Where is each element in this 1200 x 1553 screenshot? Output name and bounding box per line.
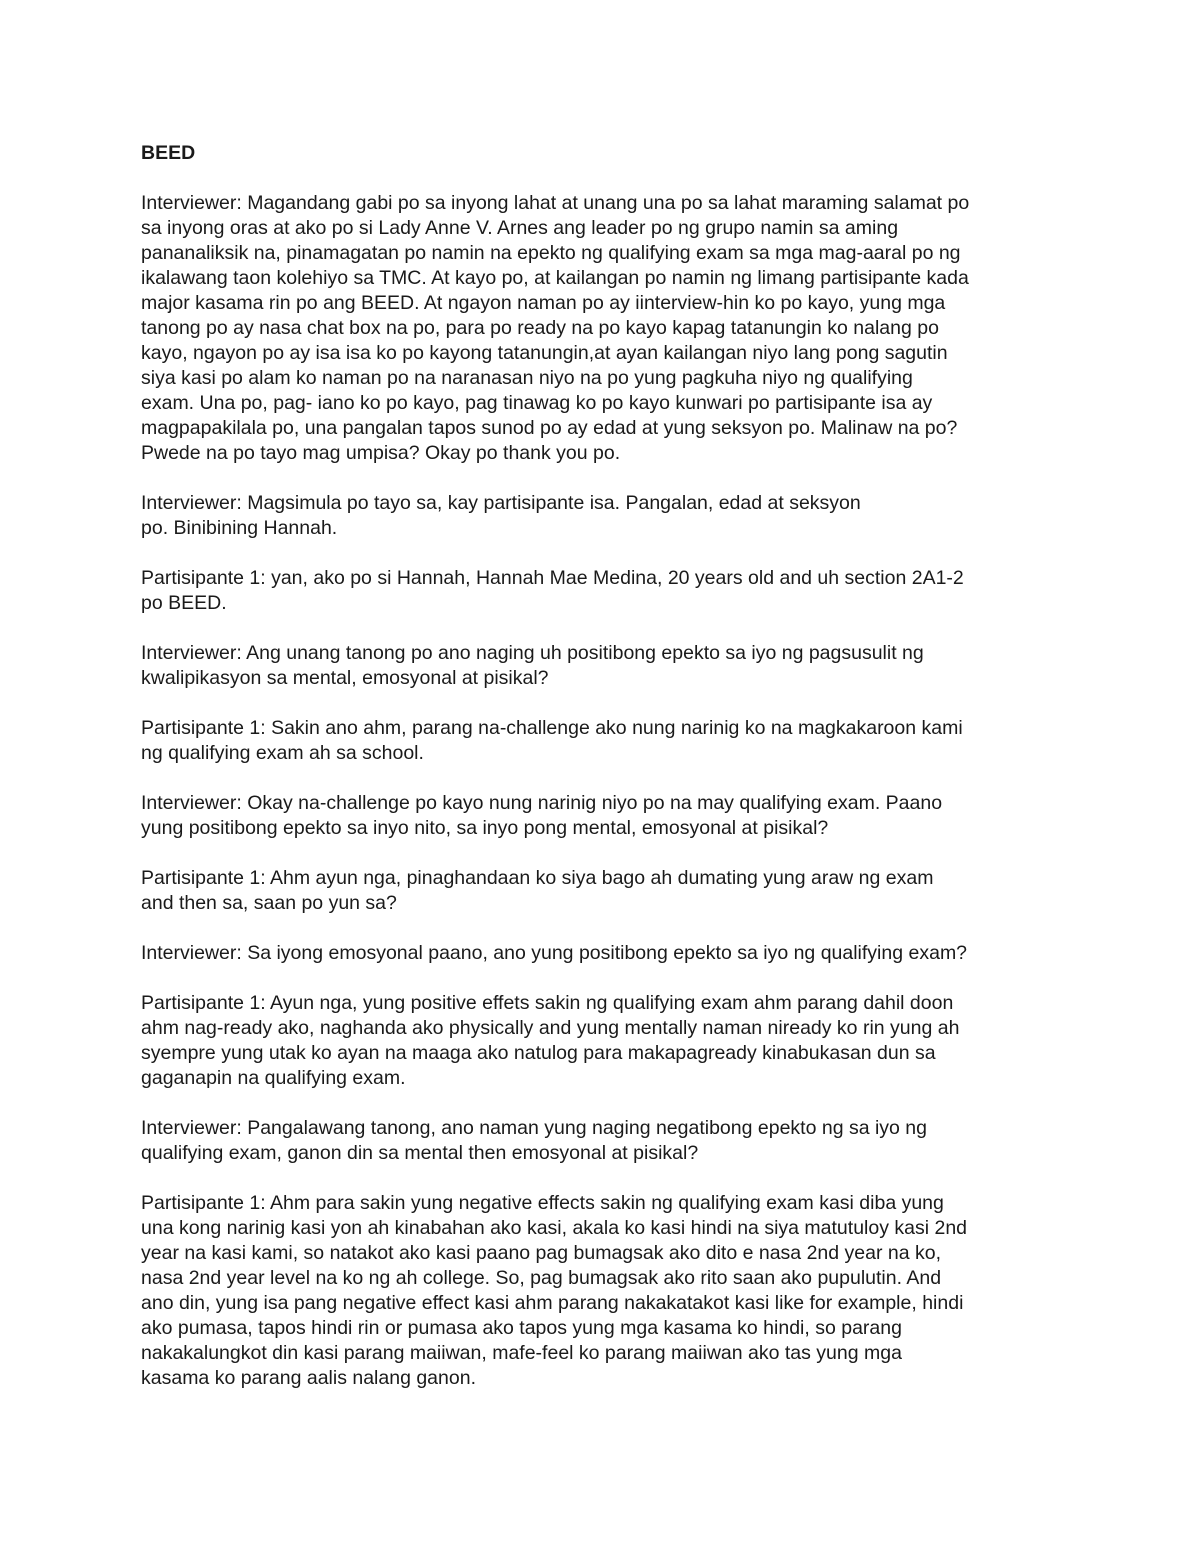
paragraph-interviewer-1: Interviewer: Magsimula po tayo sa, kay partisipante isa. Pangalan, edad at seksyon po. Binibining Hannah. — [141, 492, 861, 539]
paragraph-participant-2: Partisipante 1: Sakin ano ahm, parang na-challenge ako nung narinig ko na magkakaroon kami ng qualifying exam ah sa school. — [141, 717, 963, 764]
paragraph-participant-1: Partisipante 1: yan, ako po si Hannah, Hannah Mae Medina, 20 years old and uh section 2A1-2 po BEED. — [141, 567, 964, 614]
paragraph-participant-4: Partisipante 1: Ayun nga, yung positive effets sakin ng qualifying exam ahm parang dahil doon ahm nag-ready ako, naghanda ako physically and yung mentally naman niready ko rin yung ah syempre yung utak ko ayan na maaga ako natulog para makapagready kinabukasan dun sa gaganapin na qualifying exam. — [141, 992, 960, 1089]
paragraph-intro: Interviewer: Magandang gabi po sa inyong lahat at unang una po sa lahat maraming salamat po sa inyong oras at ako po si Lady Anne V. Arnes ang leader po ng grupo namin sa aming pananaliksik na, pinamagatan po namin na epekto ng qualifying exam sa mga mag-aaral po ng ikalawang taon kolehiyo sa TMC. At kayo po, at kailangan po namin ng limang partisipante kada major kasama rin po ang BEED. At ngayon naman po ay iinterview-hin ko po kayo, yung mga tanong po ay nasa chat box na po, para po ready na po kayo kapag tatanungin ko nalang po kayo, ngayon po ay isa isa ko po kayong tatanungin,at ayan kailangan niyo lang pong sagutin siya kasi po alam ko naman po na naranasan niyo na po yung pagkuha niyo ng qualifying exam. Una po, pag- iano ko po kayo, pag tinawag ko po kayo kunwari po partisipante isa ay magpapakilala po, una pangalan tapos sunod po ay edad at yung seksyon po. Malinaw na po? Pwede na po tayo mag umpisa? Okay po thank you po. — [141, 192, 970, 464]
paragraph-participant-5: Partisipante 1: Ahm para sakin yung negative effects sakin ng qualifying exam kasi diba yung una kong narinig kasi yon ah kinabahan ako kasi, akala ko kasi hindi na siya matutuloy kasi 2nd year na kasi kami, so natakot ako kasi paano pag bumagsak ako dito e nasa 2nd year na ko, nasa 2nd year level na ko ng ah college. So, pag bumagsak ako rito saan ako pupulutin. And ano din, yung isa pang negative effect kasi ahm parang nakakatakot kasi like for example, hindi ako pumasa, tapos hindi rin or pumasa ako tapos yung mga kasama ko hindi, so parang nakakalungkot din kasi parang maiiwan, mafe-feel ko parang maiiwan ako tas yung mga kasama ko parang aalis nalang ganon. — [141, 1192, 968, 1389]
document-body — [141, 141, 1066, 1416]
paragraph-interviewer-3: Interviewer: Okay na-challenge po kayo nung narinig niyo po na may qualifying exam. Paano yung positibong epekto sa inyo nito, sa inyo pong mental, emosyonal at pisikal? — [141, 792, 943, 839]
paragraph-interviewer-5: Interviewer: Pangalawang tanong, ano naman yung naging negatibong epekto ng sa iyo ng qualifying exam, ganon din sa mental then emosyonal at pisikal? — [141, 1117, 927, 1164]
paragraph-interviewer-4: Interviewer: Sa iyong emosyonal paano, ano yung positibong epekto sa iyo ng qualifying exam? — [141, 942, 968, 964]
document-title: BEED — [141, 142, 196, 164]
paragraph-participant-3: Partisipante 1: Ahm ayun nga, pinaghandaan ko siya bago ah dumating yung araw ng exam and then sa, saan po yun sa? — [141, 867, 934, 914]
paragraph-interviewer-2: Interviewer: Ang unang tanong po ano naging uh positibong epekto sa iyo ng pagsusulit ng kwalipikasyon sa mental, emosyonal at pisikal? — [141, 642, 924, 689]
